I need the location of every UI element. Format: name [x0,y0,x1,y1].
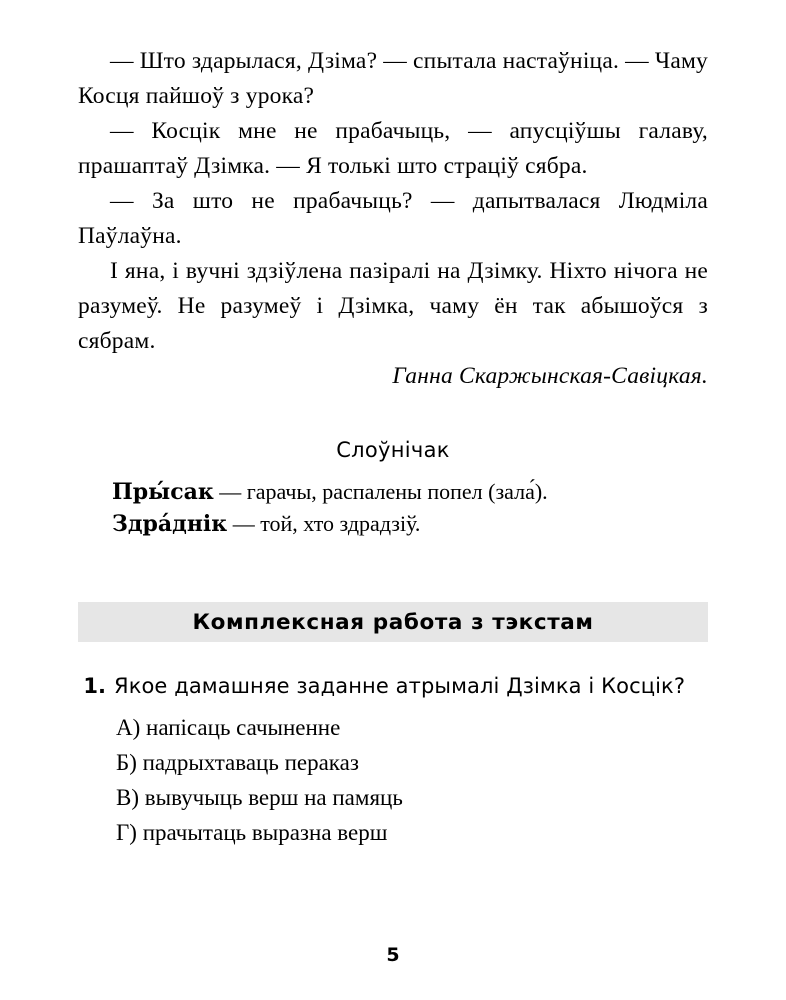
section-banner [78,602,708,642]
glossary-section [78,438,708,540]
task-block [78,670,708,702]
task-option[interactable]: А) напісаць сачыненне [116,715,341,740]
story-paragraph: — Косцік мне не прабачыць, — апусціўшы галаву, прашаптаў Дзімка. — Я толькі што страціў сябра. [78,118,708,179]
story-text [78,44,708,394]
task-number: 1. [83,674,106,698]
glossary-entry [112,508,708,540]
glossary-entry [112,476,708,508]
task-option[interactable]: Б) падрыхтаваць пераказ [116,750,359,775]
section-banner-title: Комплексная работа з тэкстам [192,609,594,635]
glossary-term: Здра́днік [112,511,228,537]
story-attribution: Ганна Скаржынская-Савіцкая. [392,363,708,389]
story-paragraph: І яна, і вучні здзіўлена пазіралі на Дзімку. Ніхто нічога не разумеў. Не разумеў і Дзімка, чаму ён так абышоўся з сябрам. [78,258,708,354]
glossary-definition: — гарачы, распалены попел (зала́). [213,479,548,504]
glossary-list [78,476,708,540]
page-number: 5 [386,944,400,966]
task-option[interactable]: В) вывучыць верш на памяць [116,785,403,810]
task-option[interactable]: Г) прачытаць выразна верш [116,820,388,845]
story-paragraph: — За што не прабачыць? — дапытвалася Людміла Паўлаўна. [78,188,708,249]
glossary-definition: — той, хто здрадзіў. [227,511,421,536]
task-question: Якое дамашняе заданне атрымалі Дзімка і Косцік? [114,674,686,698]
task-options [78,710,708,850]
glossary-term: Пры́сак [112,479,214,505]
story-paragraph: — Што здарылася, Дзіма? — спытала настаўніца. — Чаму Косця пайшоў з урока? [78,48,709,109]
glossary-title: Слоўнічак [336,438,450,462]
